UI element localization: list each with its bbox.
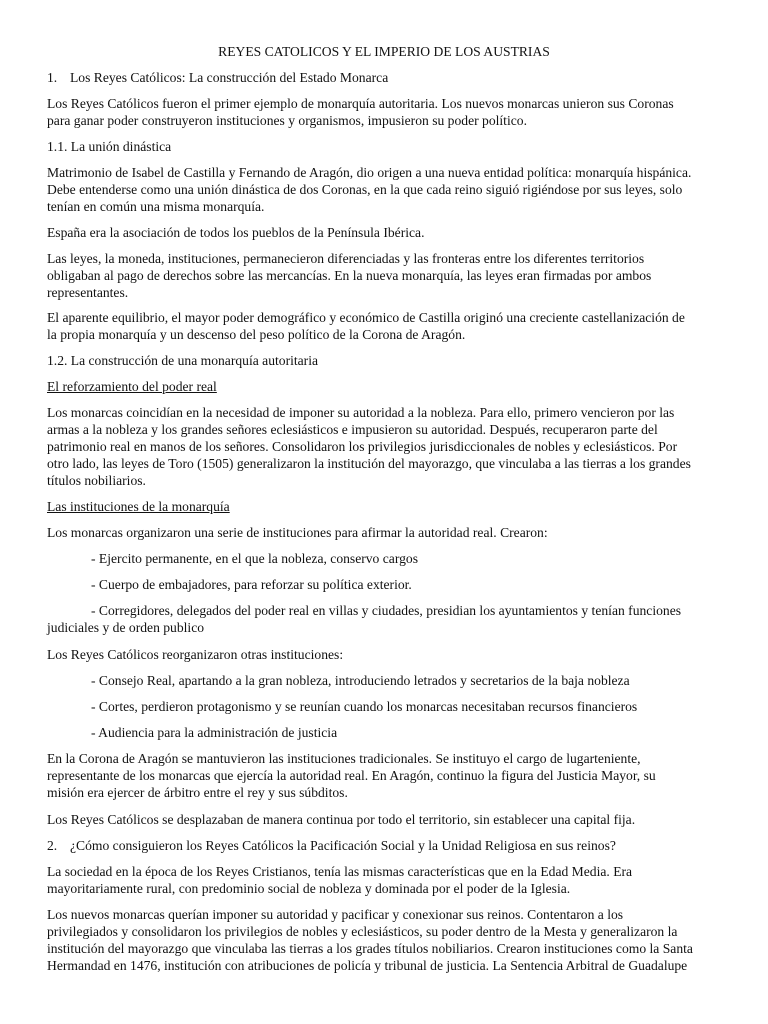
- text-line: Debe entenderse como una unión dinástica de dos Coronas, en la que cada reino siguió rigiéndose por sus leyes, solo: [47, 182, 683, 197]
- instituciones-heading: Las instituciones de la monarquía: [47, 499, 230, 514]
- text-line: títulos nobiliarios.: [47, 473, 146, 488]
- list-item-consejo-real: - Consejo Real, apartando a la gran nobleza, introduciendo letrados y secretarios de la baja nobleza: [91, 673, 630, 688]
- text-line: representantes.: [47, 285, 129, 300]
- text-line: representante de los monarcas que ejercía la autoridad real. En Aragón, continuo la figura del Justicia Mayor, su: [47, 768, 656, 783]
- union-paragraph-2: España era la asociación de todos los pueblos de la Península Ibérica.: [47, 225, 425, 240]
- section-2-heading-text: ¿Cómo consiguieron los Reyes Católicos la Pacificación Social y la Unidad Religiosa en sus reinos?: [70, 838, 616, 853]
- section-1-heading: [47, 69, 723, 86]
- desplazaban-paragraph: Los Reyes Católicos se desplazaban de manera continua por todo el territorio, sin establecer una capital fija.: [47, 812, 636, 827]
- refuerzo-paragraph: [47, 404, 723, 489]
- text-line: Matrimonio de Isabel de Castilla y Fernando de Aragón, dio origen a una nueva entidad política: monarquía hispánica.: [47, 165, 692, 180]
- subsection-1-1-heading: 1.1. La unión dinástica: [47, 139, 172, 154]
- text-line: judiciales y de orden publico: [47, 620, 205, 635]
- reorganizaron-paragraph: Los Reyes Católicos reorganizaron otras instituciones:: [47, 647, 344, 662]
- text-line: para ganar poder construyeron instituciones y organismos, impusieron su poder político.: [47, 113, 527, 128]
- text-line: - Corregidores, delegados del poder real en villas y ciudades, presidian los ayuntamientos y tenían funciones: [91, 603, 682, 618]
- text-line: institución del mayorazgo que vinculaba las tierras a los grades títulos nobiliarios. Crearon instituciones como la Santa: [47, 941, 693, 956]
- text-line: Los monarcas coincidían en la necesidad de imponer su autoridad a la nobleza. Para ello, primero vencieron por las: [47, 405, 675, 420]
- text-line: La sociedad en la época de los Reyes Cristianos, tenía las mismas características que en la Edad Media. Era: [47, 864, 633, 879]
- text-line: El aparente equilibrio, el mayor poder demográfico y económico de Castilla originó una creciente castellanización de: [47, 310, 685, 325]
- list-item-audiencia: - Audiencia para la administración de justicia: [91, 725, 338, 740]
- text-line: misión era ejercer de árbitro entre el rey y sus súbditos.: [47, 785, 348, 800]
- text-line: tenían en común una misma monarquía.: [47, 199, 265, 214]
- list-item-ejercito: - Ejercito permanente, en el que la nobleza, conservo cargos: [91, 551, 418, 566]
- text-line: Hermandad en 1476, institución con atribuciones de policía y tribunal de justicia. La Sentencia Arbitral de Guadalupe: [47, 958, 688, 973]
- text-line: patrimonio real en manos de los señores. Consolidaron los privilegios jurisdiccionales de nobles y eclesiásticos. Por: [47, 439, 678, 454]
- text-line: armas a la nobleza y los grandes señores eclesiásticos e impusieron su autoridad. Después, recuperaron parte del: [47, 422, 658, 437]
- list-item-corregidores: [47, 602, 723, 636]
- section-1-heading-text: Los Reyes Católicos: La construcción del Estado Monarca: [70, 70, 389, 85]
- union-paragraph-4: [47, 309, 723, 343]
- document-title: REYES CATOLICOS Y EL IMPERIO DE LOS AUSTRIAS: [218, 44, 550, 59]
- list-item-embajadores: - Cuerpo de embajadores, para reforzar su política exterior.: [91, 577, 412, 592]
- section-2-heading: [47, 837, 723, 854]
- section-2-number: 2.: [47, 838, 58, 853]
- instituciones-intro: Los monarcas organizaron una serie de instituciones para afirmar la autoridad real. Crearon:: [47, 525, 548, 540]
- text-line: otro lado, las leyes de Toro (1505) generalizaron la institución del mayorazgo, que vinculaba a las tierras a los grandes: [47, 456, 691, 471]
- text-line: Los Reyes Católicos fueron el primer ejemplo de monarquía autoritaria. Los nuevos monarcas unieron sus Coronas: [47, 96, 674, 111]
- text-line: mayoritariamente rural, con predominio social de nobleza y dominada por el poder de la Iglesia.: [47, 881, 571, 896]
- section-1-intro: [47, 95, 723, 129]
- text-line: En la Corona de Aragón se mantuvieron las instituciones tradicionales. Se instituyo el cargo de lugarteniente,: [47, 751, 641, 766]
- text-line: Los nuevos monarcas querían imponer su autoridad y pacificar y conexionar sus reinos. Contentaron a los: [47, 907, 624, 922]
- text-line: la propia monarquía y un descenso del peso político de la Corona de Aragón.: [47, 327, 466, 342]
- aragon-paragraph: [47, 750, 723, 801]
- subsection-1-2-heading: 1.2. La construcción de una monarquía autoritaria: [47, 353, 319, 368]
- union-paragraph-3: [47, 250, 723, 301]
- text-line: privilegiados y consolidaron los privilegios de nobles y eclesiásticos, su poder dentro de la Mesta y generalizaron la: [47, 924, 678, 939]
- section-2-paragraph-2: [47, 906, 723, 974]
- union-paragraph-1: [47, 164, 723, 215]
- section-2-paragraph-1: [47, 863, 723, 897]
- refuerzo-heading: El reforzamiento del poder real: [47, 379, 217, 394]
- text-line: Las leyes, la moneda, instituciones, permanecieron diferenciadas y las fronteras entre los diferentes territorios: [47, 251, 645, 266]
- list-item-cortes: - Cortes, perdieron protagonismo y se reunían cuando los monarcas necesitaban recursos financieros: [91, 699, 638, 714]
- text-line: obligaban al pago de derechos sobre las mercancías. En la nueva monarquía, las leyes eran firmadas por ambos: [47, 268, 652, 283]
- section-1-number: 1.: [47, 70, 58, 85]
